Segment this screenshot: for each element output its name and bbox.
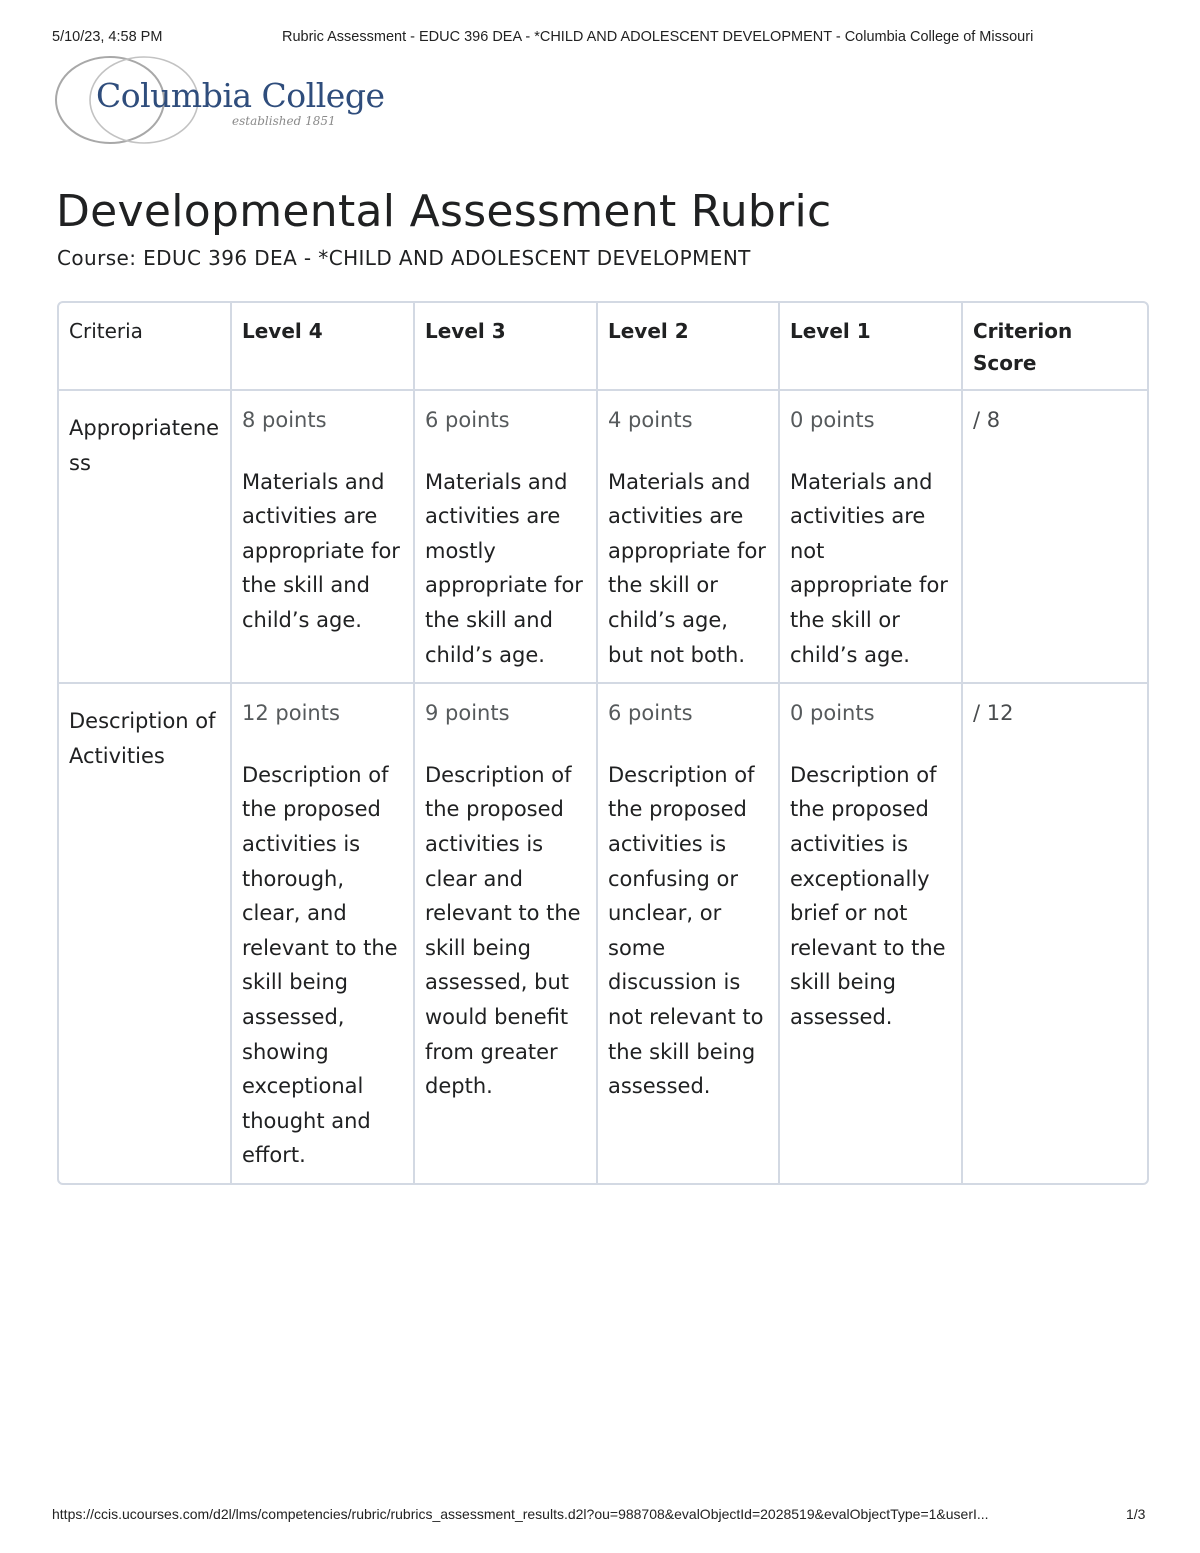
level-points: 0 points [790,701,875,726]
level-cell [597,683,779,1183]
rubric-table [59,303,1147,1183]
print-footer [0,1506,1200,1526]
level-cell [597,390,779,683]
level-description: Materials and activities are appropriate for the skill and child’s age. [242,469,400,632]
criterion-score-cell [962,683,1147,1183]
level-cell [414,683,597,1183]
header-criteria: Criteria [59,303,231,390]
level-points: 8 points [242,408,327,432]
criterion-score: / 12 [973,701,1014,726]
criterion-score: / 8 [973,408,1001,432]
logo-tagline: established 1851 [232,114,336,128]
header-criterion-score: Criterion Score [962,303,1147,390]
columbia-college-logo [52,54,385,150]
level-points: 6 points [608,701,693,726]
print-header [0,29,1200,51]
level-points: 9 points [425,701,510,726]
header-level-4: Level 4 [231,303,414,390]
level-description: Materials and activities are appropriate for the skill or child’s age, but not both. [608,469,766,667]
logo-wordmark: Columbia College [96,76,385,115]
level-cell [779,390,962,683]
level-cell [231,390,414,683]
rubric-table-container [57,301,1149,1185]
level-description: Description of the proposed activities is thorough, clear, and relevant to the skill being assessed, showing exceptional thought and effort. [242,762,398,1168]
course-info: Course: EDUC 396 DEA - *CHILD AND ADOLESCENT DEVELOPMENT [57,246,751,270]
criterion-label: Description of Activities [69,709,216,768]
level-cell [779,683,962,1183]
rubric-header-row [59,303,1147,390]
criterion-label: Appropriateness [69,416,220,475]
rubric-row-appropriateness [59,390,1147,683]
level-description: Description of the proposed activities is confusing or unclear, or some discussion is not relevant to the skill being assessed. [608,762,764,1099]
criterion-name [59,683,231,1183]
level-points: 0 points [790,408,875,432]
print-document-title: Rubric Assessment - EDUC 396 DEA - *CHILD AND ADOLESCENT DEVELOPMENT - Columbia College of Missouri [282,29,1034,45]
criterion-score-cell [962,390,1147,683]
criterion-name [59,390,231,683]
print-url: https://ccis.ucourses.com/d2l/lms/competencies/rubric/rubrics_assessment_results.d2l?ou=988708&evalObjectId=2028519&evalObjectType=1&userI... [52,1506,989,1522]
header-level-2: Level 2 [597,303,779,390]
level-cell [231,683,414,1183]
page-number: 1/3 [1126,1506,1146,1522]
page-title: Developmental Assessment Rubric [56,186,832,237]
level-description: Materials and activities are not appropriate for the skill or child’s age. [790,469,948,667]
level-description: Description of the proposed activities is clear and relevant to the skill being assessed, but would benefit from greater depth. [425,762,581,1099]
print-datetime: 5/10/23, 4:58 PM [52,29,163,45]
level-points: 4 points [608,408,693,432]
level-description: Materials and activities are mostly appropriate for the skill and child’s age. [425,469,583,667]
level-cell [414,390,597,683]
level-points: 12 points [242,701,340,726]
header-level-3: Level 3 [414,303,597,390]
level-description: Description of the proposed activities is exceptionally brief or not relevant to the skill being assessed. [790,762,946,1029]
rubric-row-description-of-activities [59,683,1147,1183]
level-points: 6 points [425,408,510,432]
header-level-1: Level 1 [779,303,962,390]
